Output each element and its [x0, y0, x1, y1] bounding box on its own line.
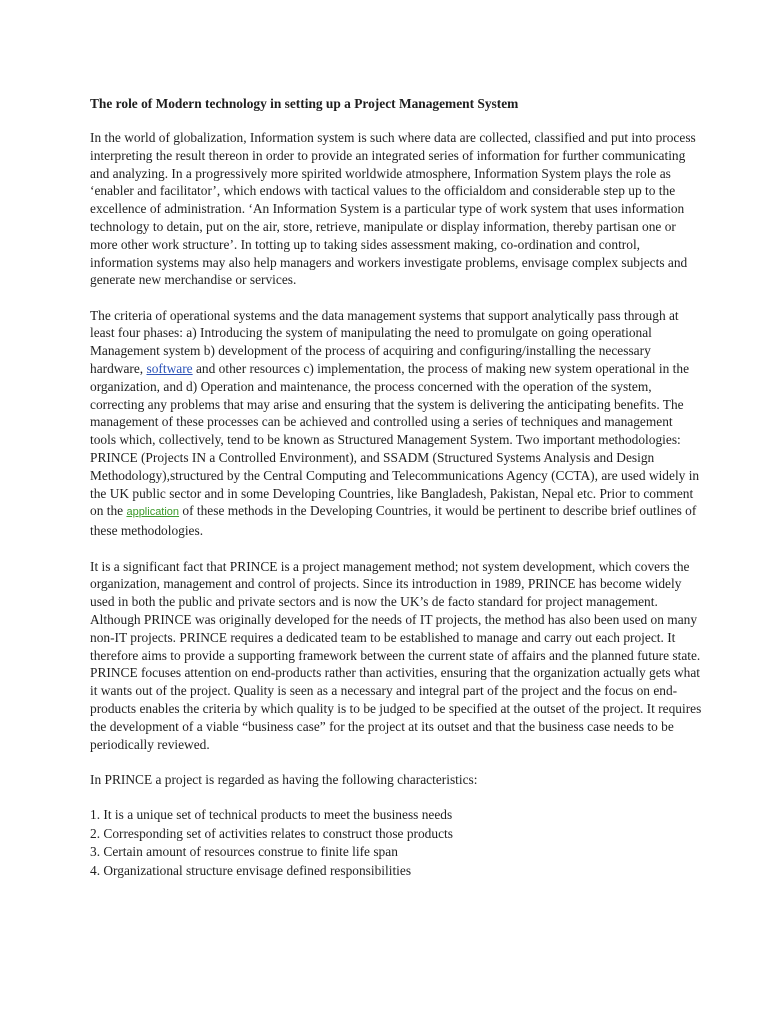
paragraph-criteria-text-1: The criteria of operational systems and the data management systems that support analytically pass through at least four phases: a) Introducing the system of manipulating the need to promulgate on going operational Management system b) development of the process of acquiring and configuring/installing the necessary hardware, [90, 307, 679, 377]
document-title: The role of Modern technology in setting up a Project Management System [90, 96, 519, 111]
document-page [90, 95, 702, 880]
list-item: 3. Certain amount of resources construe to finite life span [90, 844, 398, 860]
paragraph-criteria-text-2: and other resources c) implementation, the process of making new system operational in the organization, and d) Operation and maintenance, the process concerned with the operation of the system, correcting any problems that may arise and ensuring that the system is delivering the anticipating benefits. The management of these processes can be achieved and controlled using a series of techniques and management tools which, collectively, tend to be known as Structured Management System. Two important methodologies: PRINCE (Projects IN a Controlled Environment), and SSADM (Structured Systems Analysis and Design Methodology),structured by the Central Computing and Telecommunications Agency (CCTA), are used widely in the UK public sector and in some Developing Countries, like Bangladesh, Pakistan, Nepal etc. Prior to comment on the [90, 361, 700, 519]
characteristics-list [90, 806, 702, 880]
list-item: 1. It is a unique set of technical products to meet the business needs [90, 807, 453, 823]
paragraph-criteria-text-3: of these methods in the Developing Countries, it would be pertinent to describe brief outlines of these methodologies. [90, 503, 697, 539]
paragraph-globalization: In the world of globalization, Information system is such where data are collected, classified and put into process interpreting the result thereon in order to provide an integrated series of information for further communicating and analyzing. In a progressively more spirited worldwide atmosphere, Information System plays the role as ‘enabler and facilitator’, which endows with tactical values to the officialdom and considerable step up to the excellence of administration. ‘An Information System is a particular type of work system that uses information technology to detain, put on the air, store, retrieve, manipulate or display information, thereby partisan one or more other work structure’. In totting up to taking sides assessment making, co-ordination and control, information systems may also help managers and workers investigate problems, envisage complex subjects and generate new merchandise or services. [90, 130, 696, 288]
paragraph-criteria [90, 307, 702, 540]
paragraph-characteristics-intro: In PRINCE a project is regarded as having the following characteristics: [90, 771, 478, 787]
application-link[interactable]: application [126, 506, 180, 519]
software-link[interactable]: software [146, 361, 193, 377]
list-item: 4. Organizational structure envisage defined responsibilities [90, 862, 412, 878]
paragraph-prince: It is a significant fact that PRINCE is a project management method; not system development, which covers the organization, management and control of projects. Since its introduction in 1989, PRINCE has become widely used in both the public and private sectors and is now the UK’s de facto standard for project management. Although PRINCE was originally developed for the needs of IT projects, the method has also been used on many non-IT projects. PRINCE requires a dedicated team to be established to manage and carry out each project. It therefore aims to provide a supporting framework between the current state of affairs and the planned future state. PRINCE focuses attention on end-products rather than activities, ensuring that the organization actually gets what it wants out of the project. Quality is seen as a necessary and integral part of the project and the focus on end-products enables the criteria by which quality is to be judged to be specified at the outset of the project. It requires the development of a viable “business case” for the project at its outset and that the business case needs to be periodically reviewed. [90, 558, 702, 752]
list-item: 2. Corresponding set of activities relates to construct those products [90, 825, 453, 841]
